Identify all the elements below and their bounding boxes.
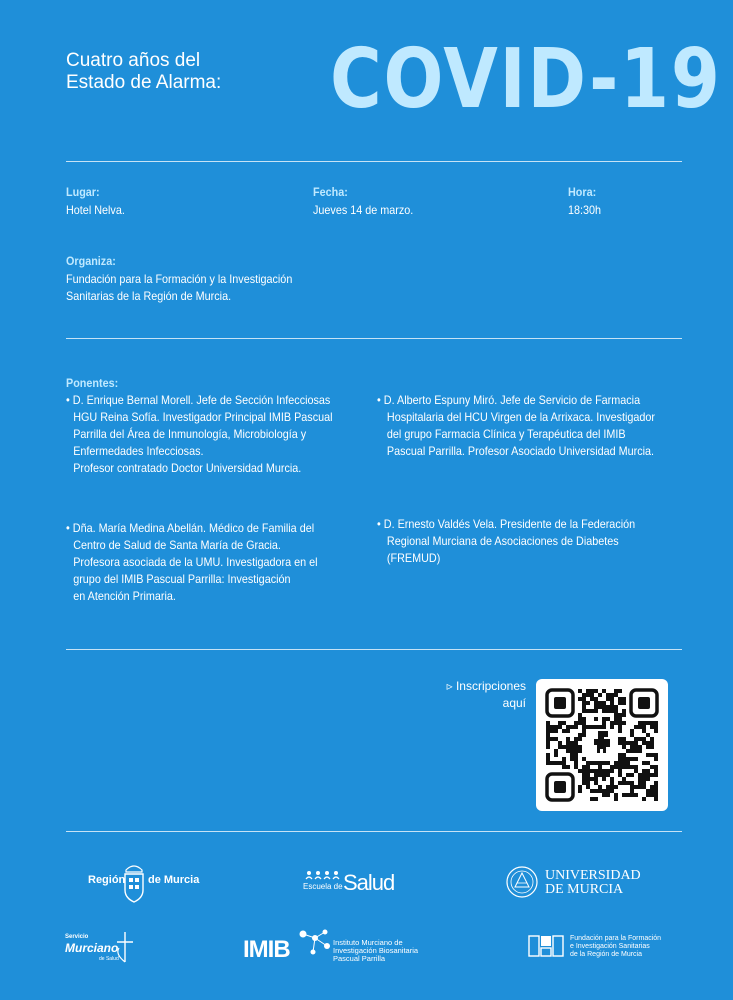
divider-3 [66,649,682,650]
speaker-line: grupo del IMIB Pascual Parrilla: Investigación [73,572,291,586]
universidad-line-2: DE MURCIA [545,882,624,897]
region-text-left: Región [88,874,126,886]
ffis-blocks-icon [528,935,564,957]
university-seal-icon [505,865,539,899]
logo-universidad-de-murcia [505,865,655,901]
imib-logo-text: IMIB [243,936,290,963]
ffis-line-1: Fundación para la Formación [570,935,662,942]
qr-code[interactable] [536,679,668,811]
speaker-line: • D. Ernesto Valdés Vela. Presidente de la Federación [377,517,636,531]
ffis-line-2: e Investigación Sanitarias [570,943,650,950]
divider-4 [66,831,682,832]
speaker-line: Hospitalaria del HCU Virgen de la Arrixaca. Investigador [386,410,656,424]
imib-line-1: Instituto Murciano de [333,938,403,947]
speaker-line: Profesor contratado Doctor Universidad Murcia. [73,461,302,475]
sms-big-text: Murciano [65,941,119,955]
fecha-value: Jueves 14 de marzo. [313,203,414,217]
inscripciones-line-2: aquí [502,696,526,710]
speaker-line: Enfermedades Infecciosas. [73,444,204,458]
fecha-label: Fecha: [313,185,348,199]
organiza-line: Sanitarias de la Región de Murcia. [66,289,232,303]
organiza-line: Fundación para la Formación y la Investigación [66,272,293,286]
escuela-small-text: Escuela de [303,882,343,891]
speaker-line: Regional Murciana de Asociaciones de Diabetes [386,534,619,548]
imib-molecule-icon [295,928,335,958]
coat-of-arms-icon [122,862,146,904]
people-icon [305,870,341,880]
hora-label: Hora: [568,185,597,199]
imib-line-2: Investigación Biosanitaria [333,946,419,955]
lugar-value: Hotel Nelva. [66,203,125,217]
inscripciones-line-1: ▹ Inscripciones [446,679,526,693]
speaker-line: Parrilla del Área de Inmunología, Microbiología y [73,427,307,441]
logo-escuela-de-salud [303,870,403,900]
speaker-line: Centro de Salud de Santa María de Gracia. [73,538,281,552]
sms-heart-cross-icon [113,928,137,968]
speaker-valdes [377,516,635,567]
subtitle-line-1: Cuatro años del [66,50,201,71]
logo-servicio-murciano-de-salud [65,928,145,968]
organiza-label: Organiza: [66,254,116,268]
sms-bottom-text: de Salud [99,956,119,962]
sms-small-text: Servicio [65,934,89,940]
speaker-line: HGU Reina Sofía. Investigador Principal IMIB Pascual [73,410,333,424]
divider-2 [66,338,682,339]
speaker-line: (FREMUD) [386,551,441,565]
universidad-line-1: UNIVERSIDAD [545,868,641,883]
speaker-line: • D. Alberto Espuny Miró. Jefe de Servicio de Farmacia [377,393,641,407]
logo-region-de-murcia [88,868,198,908]
event-subtitle [66,50,326,94]
qr-code-icon [536,679,668,811]
logo-imib [243,928,443,966]
subtitle-line-2: Estado de Alarma: [66,72,222,93]
speaker-bernal [66,392,333,477]
lugar-label: Lugar: [66,185,100,199]
region-text-right: de Murcia [148,874,200,886]
event-title: COVID-19 [330,32,722,127]
speaker-line: en Atención Primaria. [73,589,176,603]
speaker-line: • D. Enrique Bernal Morell. Jefe de Sección Infecciosas [66,393,331,407]
speaker-espuny [377,392,655,460]
speaker-line: del grupo Farmacia Clínica y Terapéutica del IMIB [386,427,626,441]
ponentes-label: Ponentes: [66,376,119,390]
divider-1 [66,161,682,162]
hora-value: 18:30h [568,203,602,217]
speaker-line: • Dña. María Medina Abellán. Médico de Familia del [66,521,315,535]
escuela-big-text: Salud [343,870,395,895]
imib-line-3: Pascual Parrilla [333,954,386,963]
ffis-line-3: de la Región de Murcia [570,951,642,958]
organiza-text [66,271,292,305]
inscripciones-label [430,678,526,712]
logo-ffis [528,933,678,963]
speaker-medina [66,520,318,605]
speaker-line: Profesora asociada de la UMU. Investigadora en el [73,555,318,569]
speaker-line: Pascual Parrilla. Profesor Asociado Universidad Murcia. [386,444,655,458]
